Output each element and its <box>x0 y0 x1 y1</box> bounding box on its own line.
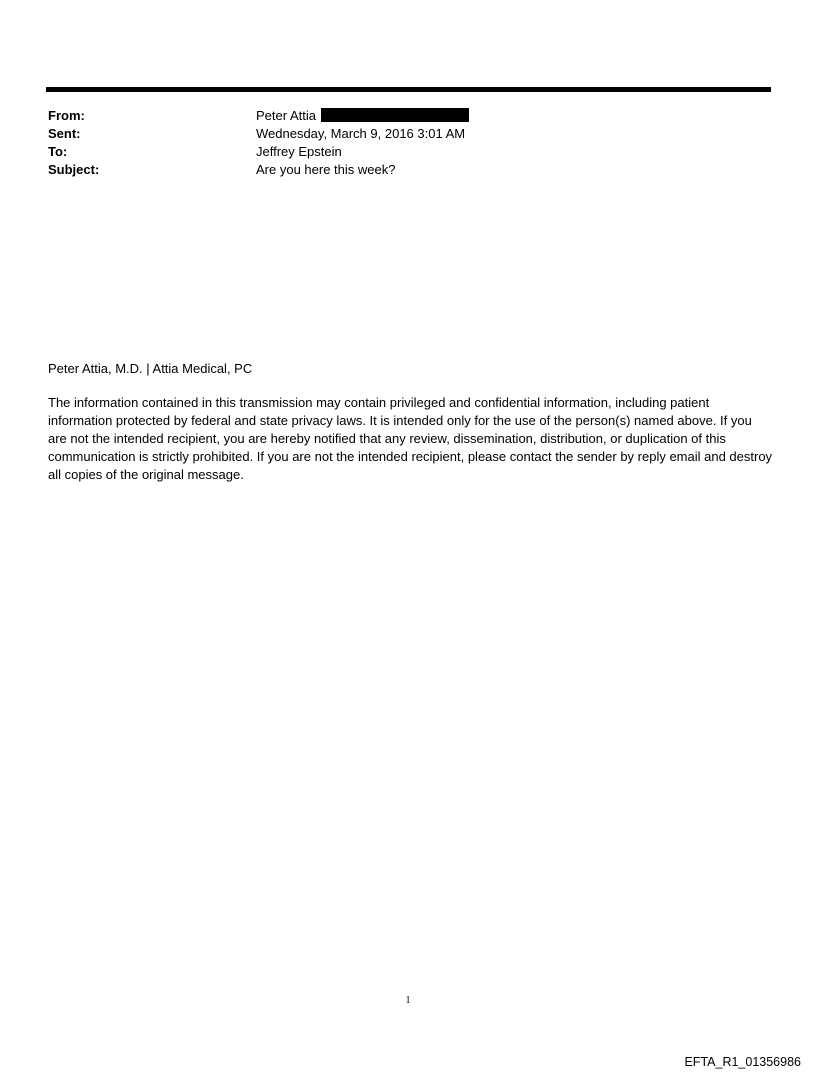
to-value: Jeffrey Epstein <box>256 144 342 159</box>
to-label: To: <box>48 144 68 159</box>
subject-label: Subject: <box>48 162 100 177</box>
document-id: EFTA_R1_01356986 <box>684 1055 801 1069</box>
from-value-row <box>256 107 469 125</box>
header-divider <box>46 87 771 92</box>
subject-value: Are you here this week? <box>256 162 396 177</box>
from-label: From: <box>48 108 85 123</box>
redaction-box <box>321 108 469 122</box>
sent-value: Wednesday, March 9, 2016 3:01 AM <box>256 126 466 141</box>
email-signature: Peter Attia, M.D. | Attia Medical, PC <box>48 361 253 376</box>
from-value: Peter Attia <box>256 108 316 123</box>
page-number: 1 <box>405 995 411 1006</box>
sent-label: Sent: <box>48 126 81 141</box>
confidentiality-disclaimer: The information contained in this transmission may contain privileged and confidential information, including patient information protected by federal and state privacy laws. It is intended only for the use of the person(s) named above. If you are not the intended recipient, you are hereby notified that any review, dissemination, distribution, or duplication of this communication is strictly prohibited. If you are not the intended recipient, please contact the sender by reply email and destroy all copies of the original message. <box>48 395 773 482</box>
